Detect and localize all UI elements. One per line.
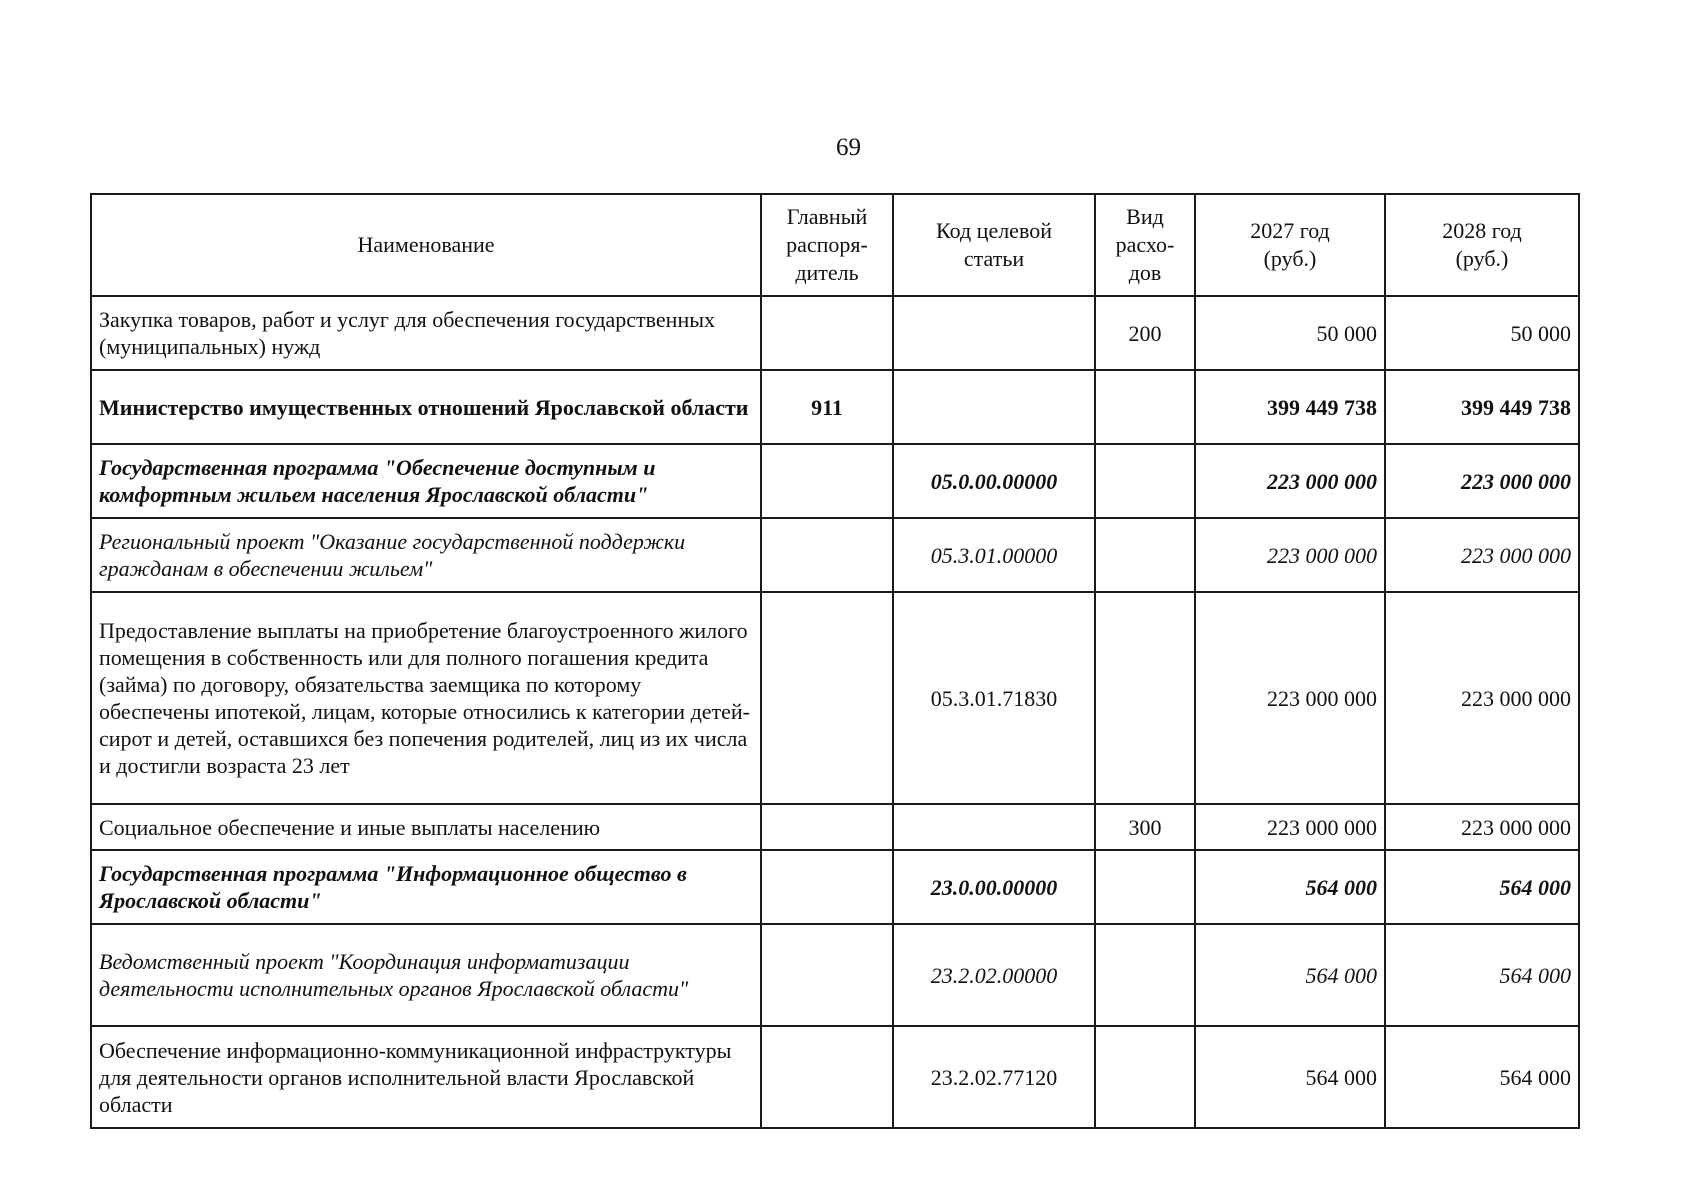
cell-name: Предоставление выплаты на приобретение благоустроенного жилого помещения в собственность или для полного погашения кредита (займа) по договору, обязательства заемщика по которому обеспечены ипотекой, лицам, которые относились к категории детей-сирот и детей, оставшихся без попечения родителей, лиц из их числа и достигли возраста 23 лет xyxy=(91,592,761,804)
cell-main-manager xyxy=(761,444,893,518)
cell-year-2027: 564 000 xyxy=(1195,1026,1385,1128)
table-row xyxy=(91,804,1579,850)
cell-year-2027: 223 000 000 xyxy=(1195,444,1385,518)
cell-expense-type xyxy=(1095,592,1195,804)
cell-main-manager xyxy=(761,518,893,592)
cell-year-2027: 564 000 xyxy=(1195,924,1385,1026)
cell-target-code: 23.2.02.00000 xyxy=(893,924,1095,1026)
cell-year-2027: 223 000 000 xyxy=(1195,804,1385,850)
cell-year-2028: 223 000 000 xyxy=(1385,518,1579,592)
cell-year-2027: 223 000 000 xyxy=(1195,592,1385,804)
cell-expense-type xyxy=(1095,518,1195,592)
cell-year-2027: 564 000 xyxy=(1195,850,1385,924)
header-name: Наименование xyxy=(91,194,761,296)
cell-year-2028: 564 000 xyxy=(1385,850,1579,924)
cell-main-manager xyxy=(761,850,893,924)
cell-expense-type: 300 xyxy=(1095,804,1195,850)
table-row xyxy=(91,850,1579,924)
cell-expense-type xyxy=(1095,1026,1195,1128)
cell-target-code: 05.0.00.00000 xyxy=(893,444,1095,518)
cell-main-manager xyxy=(761,1026,893,1128)
cell-year-2028: 223 000 000 xyxy=(1385,804,1579,850)
header-target-code: Код целевой статьи xyxy=(893,194,1095,296)
cell-year-2028: 223 000 000 xyxy=(1385,444,1579,518)
cell-year-2028: 564 000 xyxy=(1385,1026,1579,1128)
table-row xyxy=(91,518,1579,592)
cell-name: Региональный проект "Оказание государственной поддержки гражданам в обеспечении жильем" xyxy=(91,518,761,592)
cell-target-code xyxy=(893,804,1095,850)
cell-year-2027: 223 000 000 xyxy=(1195,518,1385,592)
page-number: 69 xyxy=(836,134,861,161)
cell-target-code: 05.3.01.71830 xyxy=(893,592,1095,804)
cell-year-2027: 50 000 xyxy=(1195,296,1385,370)
cell-target-code xyxy=(893,296,1095,370)
table-header-row xyxy=(91,194,1579,296)
cell-expense-type xyxy=(1095,850,1195,924)
cell-target-code xyxy=(893,370,1095,444)
cell-year-2028: 50 000 xyxy=(1385,296,1579,370)
cell-name: Социальное обеспечение и иные выплаты населению xyxy=(91,804,761,850)
cell-year-2028: 399 449 738 xyxy=(1385,370,1579,444)
cell-target-code: 05.3.01.00000 xyxy=(893,518,1095,592)
cell-name: Государственная программа "Информационное общество в Ярославской области" xyxy=(91,850,761,924)
cell-main-manager xyxy=(761,592,893,804)
cell-expense-type: 200 xyxy=(1095,296,1195,370)
cell-name: Обеспечение информационно-коммуникационной инфраструктуры для деятельности органов исполнительной власти Ярославской области xyxy=(91,1026,761,1128)
table-row xyxy=(91,444,1579,518)
cell-main-manager xyxy=(761,296,893,370)
cell-year-2028: 223 000 000 xyxy=(1385,592,1579,804)
header-year-2028: 2028 год (руб.) xyxy=(1385,194,1579,296)
cell-name: Государственная программа "Обеспечение доступным и комфортным жильем населения Ярославской области" xyxy=(91,444,761,518)
cell-main-manager: 911 xyxy=(761,370,893,444)
table-row xyxy=(91,296,1579,370)
cell-expense-type xyxy=(1095,444,1195,518)
cell-main-manager xyxy=(761,804,893,850)
header-year-2027: 2027 год (руб.) xyxy=(1195,194,1385,296)
cell-expense-type xyxy=(1095,370,1195,444)
table-row xyxy=(91,924,1579,1026)
table-row xyxy=(91,370,1579,444)
header-main-manager: Главный распоря- дитель xyxy=(761,194,893,296)
header-expense-type: Вид расхо- дов xyxy=(1095,194,1195,296)
cell-year-2028: 564 000 xyxy=(1385,924,1579,1026)
table-row xyxy=(91,592,1579,804)
cell-name: Министерство имущественных отношений Ярославской области xyxy=(91,370,761,444)
cell-target-code: 23.0.00.00000 xyxy=(893,850,1095,924)
cell-year-2027: 399 449 738 xyxy=(1195,370,1385,444)
cell-main-manager xyxy=(761,924,893,1026)
cell-name: Закупка товаров, работ и услуг для обеспечения государственных (муниципальных) нужд xyxy=(91,296,761,370)
cell-expense-type xyxy=(1095,924,1195,1026)
cell-name: Ведомственный проект "Координация информатизации деятельности исполнительных органов Ярославской области" xyxy=(91,924,761,1026)
cell-target-code: 23.2.02.77120 xyxy=(893,1026,1095,1128)
table-row xyxy=(91,1026,1579,1128)
budget-table xyxy=(90,193,1580,1129)
